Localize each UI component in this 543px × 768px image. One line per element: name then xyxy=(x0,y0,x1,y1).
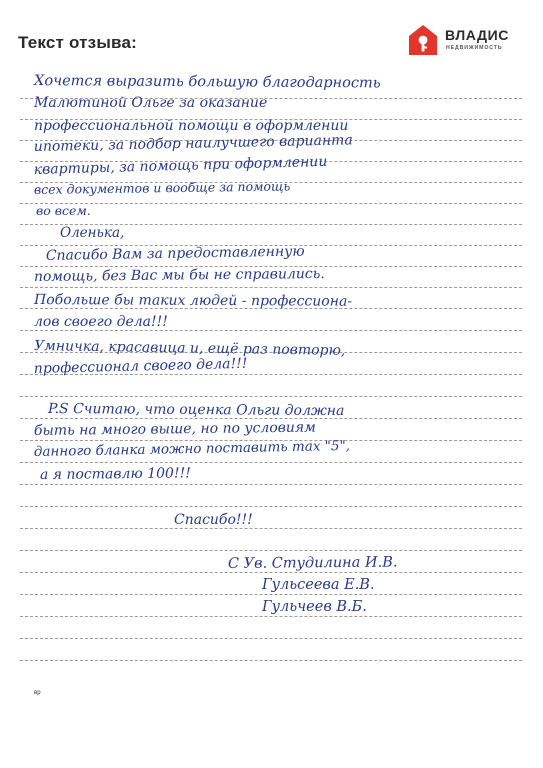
signature-line: Гульчеев В.Б. xyxy=(262,599,367,615)
review-line: быть на много выше, но по условиям xyxy=(33,419,316,439)
review-line: а я поставлю 100!!! xyxy=(39,465,191,483)
review-line: Спасибо Вам за предоставленную xyxy=(45,243,305,264)
review-line: квартиры, за помощь при оформлении xyxy=(33,153,328,178)
review-line: данного бланка можно поставить max "5", xyxy=(33,437,351,460)
review-line: ипотеки, за подбор наилучшего варианта xyxy=(33,132,353,155)
review-line: Спасибо!!! xyxy=(174,512,253,528)
signature-line: Гульсеева Е.В. xyxy=(262,577,375,593)
ruled-lines xyxy=(20,0,522,768)
brand-subtitle: НЕДВИЖИМОСТЬ xyxy=(446,45,503,51)
review-line: P.S Считаю, что оценка Ольги должна xyxy=(47,401,345,420)
brand-name: ВЛАДИС xyxy=(445,27,509,43)
signature-line: С Ув. Студилина И.В. xyxy=(227,554,398,572)
review-line: Хочется выразить большую благодарность xyxy=(33,73,381,92)
review-line: во всем. xyxy=(36,203,91,218)
corner-mark: вр xyxy=(34,690,41,696)
review-line: профессиональной помощи в оформлении xyxy=(34,118,349,134)
review-line: Оленька, xyxy=(60,225,125,241)
review-line: Побольше бы таких людей - профессиона- xyxy=(33,292,353,310)
form-title: Текст отзыва: xyxy=(18,33,137,52)
review-line: Малютиной Ольге за оказание xyxy=(34,95,268,111)
review-line: всех документов и вообще за помощь xyxy=(33,178,291,197)
review-line: Умничка, красавица и, ещё раз повторю, xyxy=(33,338,346,359)
review-line: лов своего дела!!! xyxy=(34,314,168,330)
review-line: помощь, без Вас мы бы не справились. xyxy=(33,265,325,285)
review-line: профессионал своего дела!!! xyxy=(33,355,248,377)
